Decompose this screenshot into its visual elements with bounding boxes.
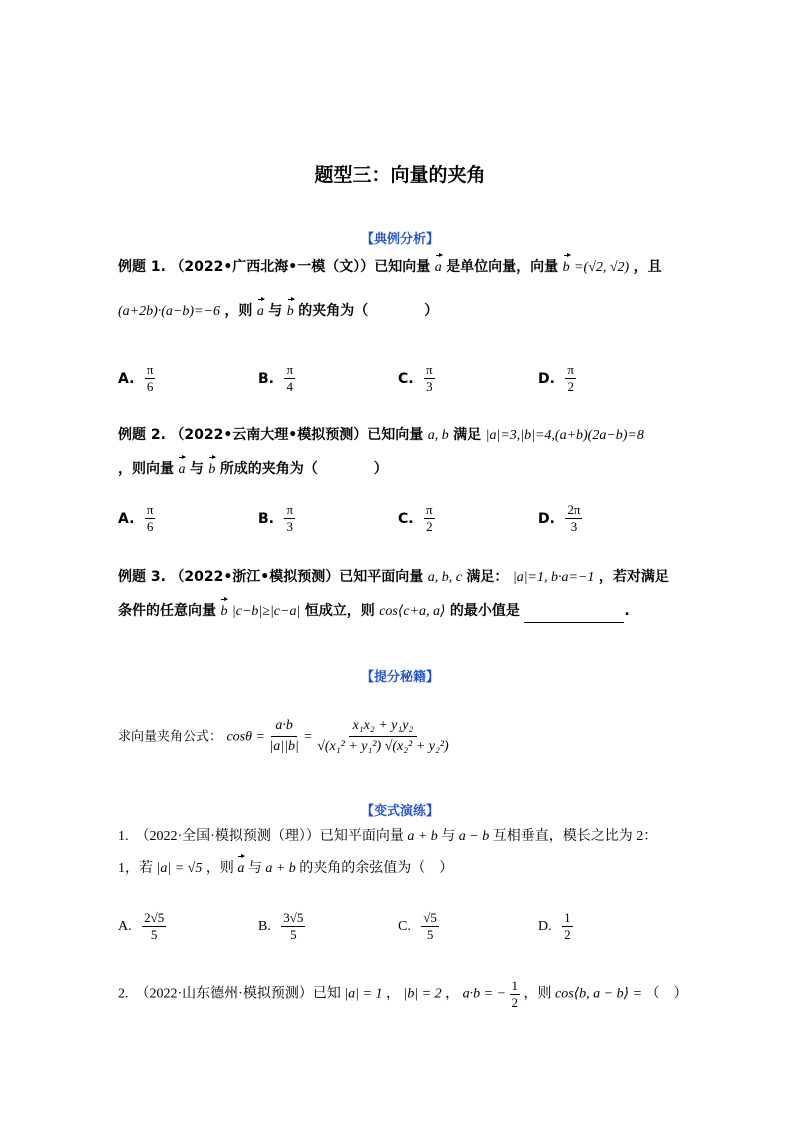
vector-a: a — [237, 858, 244, 880]
vector-b: b — [220, 601, 227, 623]
example1-line1 — [118, 256, 688, 279]
vector-a: a — [257, 301, 264, 323]
practice1-option-b[interactable]: B. $\frac{3√5}{5}$ — [258, 910, 304, 942]
example2-option-a[interactable]: A. $\frac{\pi}{6}$ — [118, 502, 154, 534]
example2-line2: ，则向量 a 与 b 所成的夹角为（ ） — [118, 458, 688, 481]
vector-a: a — [178, 459, 185, 481]
example2-text-a: 满足 — [453, 427, 482, 443]
example1-option-c[interactable]: C. $\frac{\pi}{3}$ — [398, 362, 433, 394]
example2-condition: |a|=3,|b|=4,(a+b)(2a−b)=8 — [485, 428, 644, 443]
example1-text-b: ，且 — [633, 259, 662, 275]
example1-option-b[interactable]: B. $\frac{\pi}{4}$ — [258, 362, 294, 394]
section-examples-heading: 【典例分析】 — [360, 232, 439, 247]
formula-line: 求向量夹角公式： cosθ = $\frac{a\cdot b}{|a||b|}$ = $\frac{\text{x₁x₂ + y₁y₂}}{\text{√(x₁² + y₁²) √(x₂² + y₂²)}}$ — [118, 716, 688, 758]
example1-line2-expr: (a+2b)·(a−b)=−6 — [118, 304, 220, 319]
example3-line1: 例题 3. （2022•浙江•模拟预测）已知平面向量 a, b, c 满足： |a|=1, b·a=−1 ，若对满足 — [118, 569, 669, 585]
practice1-line2: 1，若 |a| = √5 ，则 a 与 a + b 的夹角的余弦值为（ ） — [118, 858, 688, 880]
vector-b: b — [563, 257, 570, 279]
example1-line2-mid: 与 — [268, 303, 283, 319]
answer-blank[interactable] — [524, 608, 624, 623]
example3-line2: 条件的任意向量 b |c−b|≥|c−a| 恒成立，则 cos⟨c+a, a⟩ 的最小值是 . — [118, 600, 688, 623]
formula-frac2: $\frac{\text{x₁x₂ + y₁y₂}}{\text{√(x₁² + y₁²) √(x₂² + y₂²)}}$ — [317, 718, 449, 754]
page-title: 题型三：向量的夹角 — [314, 164, 486, 186]
vector-a: a — [435, 257, 442, 279]
practice1-option-c[interactable]: C. $\frac{√5}{5}$ — [398, 910, 437, 942]
section-practice-heading: 【变式演练】 — [360, 804, 439, 819]
formula-frac1: $\frac{a\cdot b}{|a||b|}$ — [269, 718, 299, 754]
vector-b: b — [208, 459, 215, 481]
example1-option-d[interactable]: D. $\frac{\pi}{2}$ — [538, 362, 574, 394]
example1-line2 — [118, 300, 688, 323]
example2-source: （2022•云南大理•模拟预测）已知向量 — [170, 427, 424, 443]
example1-text-a: 是单位向量，向量 — [446, 259, 559, 275]
example1-label: 例题 1. — [118, 259, 166, 275]
formula-lhs: cosθ = — [226, 729, 265, 745]
practice1-option-a[interactable]: A. $\frac{2√5}{5}$ — [118, 910, 165, 942]
formula-label: 求向量夹角公式： — [118, 729, 223, 745]
example2-vectors: a, b — [427, 428, 449, 443]
practice2-line1: 2. （2022·山东德州·模拟预测）已知 |a| = 1 ， |b| = 2 ， a·b = − $\frac{1}{2}$ ，则 cos⟨b, a − b⟩ = （ ） — [118, 978, 688, 1010]
example1-source: （2022•广西北海•一模（文））已知向量 — [170, 259, 431, 275]
vector-b: b — [287, 301, 294, 323]
practice1-line1: 1. （2022·全国·模拟预测（理））已知平面向量 a + b 与 a − b 互相垂直，模长之比为 2： — [118, 829, 658, 844]
example1-line2-end: 的夹角为（ ） — [298, 303, 439, 319]
example2-label: 例题 2. — [118, 427, 166, 443]
example2-line1 — [118, 424, 688, 447]
practice1-option-d[interactable]: D. $\frac{1}{2}$ — [538, 910, 571, 942]
example1-line2-text: ，则 — [224, 303, 253, 319]
example2-option-c[interactable]: C. $\frac{\pi}{2}$ — [398, 502, 433, 534]
example1-b-value: =(√2, √2) — [574, 260, 630, 275]
section-tips-heading: 【提分秘籍】 — [360, 670, 439, 685]
example1-option-a[interactable]: A. $\frac{\pi}{6}$ — [118, 362, 154, 394]
example2-option-d[interactable]: D. $\frac{2\pi}{3}$ — [538, 502, 581, 534]
example2-option-b[interactable]: B. $\frac{\pi}{3}$ — [258, 502, 294, 534]
